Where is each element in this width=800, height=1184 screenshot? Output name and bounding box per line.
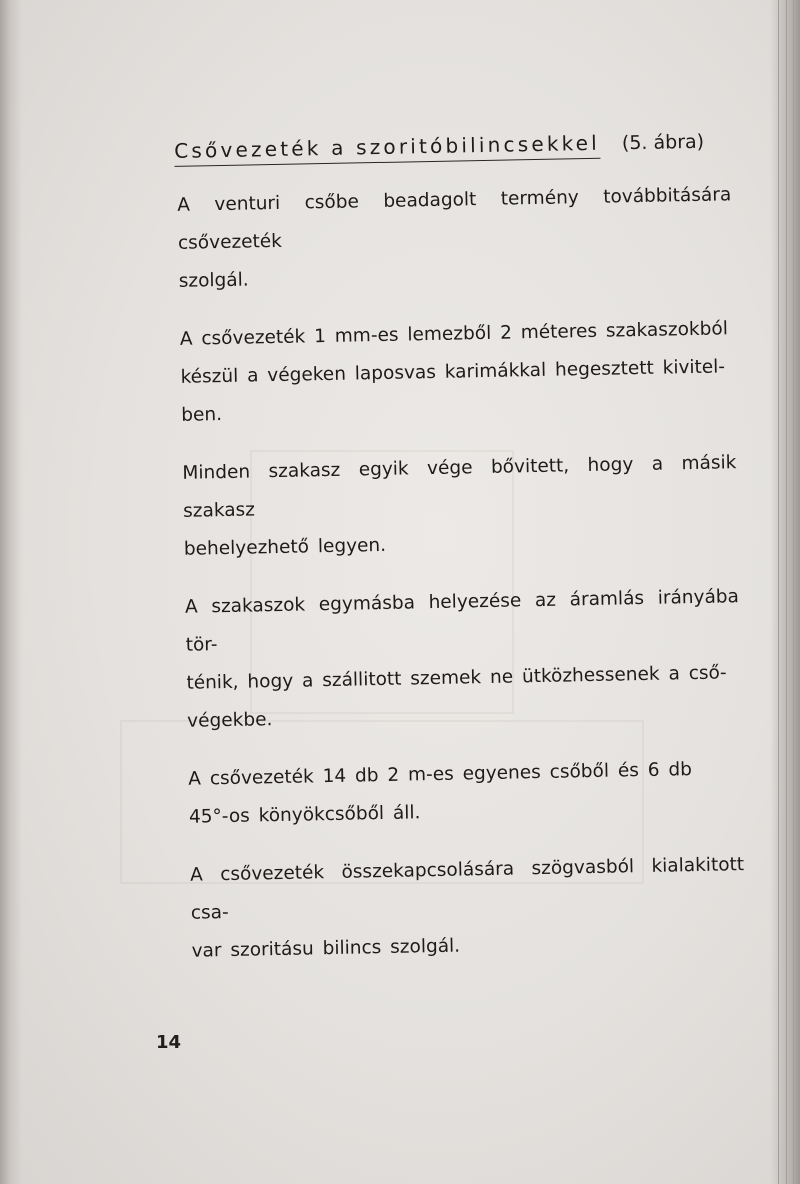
paragraph <box>180 310 736 435</box>
document-body <box>170 127 746 991</box>
text-line: végekbe. <box>186 709 273 732</box>
page-number: 14 <box>156 1032 182 1053</box>
paragraph <box>185 578 742 741</box>
text-line: Minden szakasz egyik vége bővitett, hogy a másik szakasz <box>182 452 737 522</box>
paragraph <box>190 846 746 971</box>
text-line: készül a végeken laposvas karimákkal hegesztett kivitel- <box>180 356 726 388</box>
section-heading <box>170 127 730 167</box>
text-line: A csővezeték 14 db 2 m-es egyenes csőből és 6 db <box>188 759 693 790</box>
page-edge-line <box>786 0 787 1184</box>
stacked-page-edges <box>770 0 800 1184</box>
paragraph <box>177 176 733 301</box>
text-line: A szakaszok egymásba helyezése az áramlás irányába tör- <box>184 586 740 656</box>
text-line: behelyezhető legyen. <box>183 534 387 560</box>
text-line: A csővezeték 1 mm-es lemezből 2 méteres szakaszokból <box>179 318 729 350</box>
heading-title: Csővezeték a szoritóbilincsekkel <box>174 130 600 167</box>
text-line: ben. <box>181 404 223 426</box>
text-line: A csővezeték összekapcsolására szögvasból kialakitott csa- <box>189 854 745 924</box>
page-edge-line <box>778 0 779 1184</box>
paragraph <box>182 444 738 569</box>
text-line: var szoritásu bilincs szolgál. <box>191 935 461 962</box>
page-edge-line <box>793 0 794 1184</box>
text-line: 45°-os könyökcsőből áll. <box>188 802 421 828</box>
text-line: ténik, hogy a szállitott szemek ne ütközhessenek a cső- <box>186 662 727 694</box>
text-line: szolgál. <box>178 269 249 292</box>
figure-reference: (5. ábra) <box>621 130 705 155</box>
text-line: A venturi csőbe beadagolt termény továbbitására csővezeték <box>177 184 732 254</box>
paragraph <box>188 750 743 837</box>
book-gutter <box>0 0 22 1184</box>
